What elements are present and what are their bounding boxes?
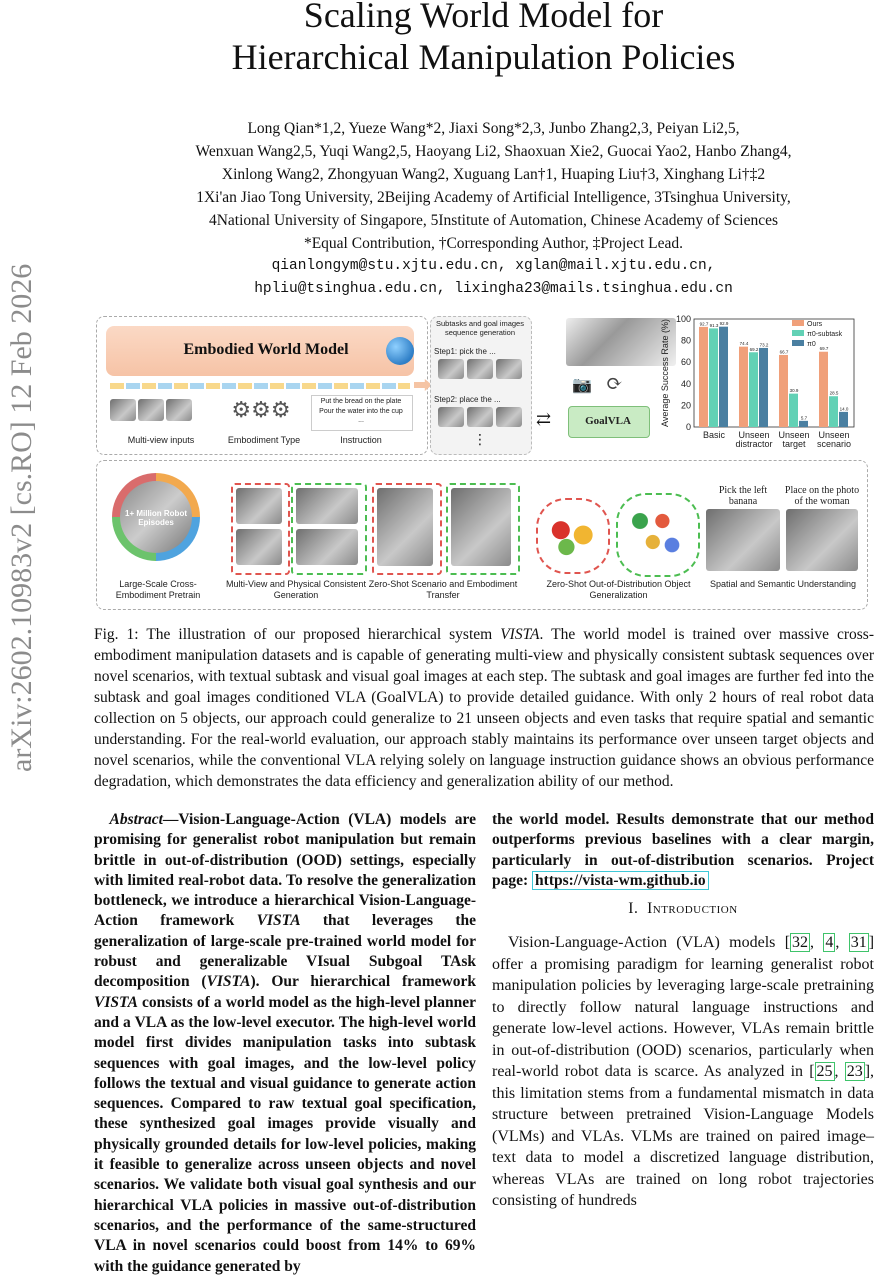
multiview-label: Multi-View and Physical Consistent Generation <box>226 579 366 600</box>
pretrain-badge: 1+ Million Robot Episodes <box>125 509 187 527</box>
pick-banana-img <box>706 509 780 571</box>
pick-banana-label: Pick the left banana <box>718 485 768 507</box>
bar-1-0 <box>709 328 718 427</box>
title-line-1: Scaling World Model for <box>303 0 664 35</box>
x-tick-label: Unseen <box>778 430 810 440</box>
globe-icon <box>386 337 414 365</box>
fruit-objects <box>544 511 600 559</box>
place-photo-label: Place on the photo of the woman <box>784 485 860 507</box>
unseen-objects <box>624 503 688 563</box>
bar-2-3 <box>839 412 848 427</box>
world-model-label: Embodied World Model <box>183 341 349 358</box>
data-label: 91.3 <box>709 322 719 328</box>
paper-title <box>90 0 877 78</box>
intro-part-c: , this limitation stems from a fundamental mismatch in data structure between pretrained Vision-Language Models (VLMs) and VLAs. VLMs are trained on paired image–text data to model a discretized language distribution, whereas VLAs are trained on long robot trajectories consisting of hundreds <box>492 1063 875 1209</box>
bar-0-3 <box>819 352 828 427</box>
title-line-2: Hierarchical Manipulation Policies <box>231 37 736 77</box>
abstract-p2: that leverages the generalization of large-scale pre-trained world model for robust and generalizable VIsual Subgoal TAsk decomposition ( <box>94 912 476 991</box>
step2-thumb-2 <box>467 407 493 427</box>
x-tick-label: Unseen <box>738 430 770 440</box>
section-title: Introduction <box>647 900 738 917</box>
project-page-link[interactable]: https://vista-wm.github.io <box>532 871 709 890</box>
abstract-vista-3: VISTA <box>94 993 138 1011</box>
caption-vista: VISTA <box>500 626 540 643</box>
y-tick-label: 0 <box>685 422 691 432</box>
bar-2-0 <box>719 327 728 427</box>
caption-prefix: Fig. 1: The illustration of our proposed hierarchical system <box>94 626 501 643</box>
x-tick-label: Basic <box>702 430 726 440</box>
data-label: 73.2 <box>759 342 769 348</box>
x-tick-label: Unseen <box>818 430 850 440</box>
legend-swatch-2 <box>792 340 804 346</box>
multi-view-thumb-2 <box>138 399 164 421</box>
step1-thumb-3 <box>496 359 522 379</box>
data-label: 5.7 <box>800 415 808 421</box>
cite-25[interactable]: 25 <box>816 1063 833 1080</box>
bar-0-0 <box>699 327 708 427</box>
abstract-continued <box>492 810 874 891</box>
step1-thumb-2 <box>467 359 493 379</box>
intro-part-b: offer a promising paradigm for learning generalist robot manipulation policies by leveraging large-scale pretraining to directly follow natural language instructions and generate low-level actions. However, VLAs remain brittle in out-of-distribution (OOD) scenarios, particularly when real-world robot data is scarce. As analyzed in <box>492 955 874 1080</box>
x-tick-label: distractor <box>735 439 773 449</box>
step2-label: Step2: place the ... <box>434 395 501 404</box>
data-label: 14.0 <box>839 406 849 412</box>
introduction-paragraph: Vision-Language-Action (VLA) models [ 32 , 4 , 31 ] offer a promising paradigm for learning generalist robot manipulation policies by leveraging large-scale pretraining to directly follow natural language instructions and generate low-level actions. However, VLAs remain brittle in out-of-distribution (OOD) scenarios, particularly when real-world robot data is scarce. As analyzed in [ 25 , 23 ], this limitation stems from a fundamental mismatch in data structure between pretrained Vision-Language Models (VLMs) and VLAs. VLMs are trained on paired image–text data to model a discretized language distribution, whereas VLAs are trained on long robot trajectories consisting of hundreds <box>492 934 875 1209</box>
multiview-img-2 <box>236 529 282 565</box>
y-tick-label: 80 <box>680 335 691 346</box>
bar-1-3 <box>829 396 838 427</box>
affiliations-line-2: 4National University of Singapore, 5Institute of Automation, Chinese Academy of Sciences <box>208 212 779 229</box>
multiview-img-3 <box>296 488 358 524</box>
abstract-p4: consists of a world model as the high-level planner and a VLA as the low-level executor. The high-level world model first divides manipulation tasks into subtask sequences with goal images, and the low-level policy follows the textual and visual guidance to generate action sequences. Compared to raw textual goal specification, these synthesized goal images provide visually and physically grounded details for low-level policies, making it feasible to generalize across unseen objects and novel scenarios. We validate both visual goal synthesis and our hierarchical VLA policies in massive out-of-distribution scenarios, and the performance of the same-structured VLA in novel scenarios could boost from 14% to 69% with the guidance generated by <box>94 993 476 1275</box>
legend-label: π0-subtask <box>807 331 843 338</box>
data-label: 92.9 <box>719 321 729 327</box>
data-label: 92.7 <box>699 321 709 327</box>
y-tick-label: 40 <box>680 378 691 389</box>
legend-swatch-1 <box>792 330 804 336</box>
x-tick-label: scenario <box>816 439 852 449</box>
bar-0-1 <box>739 347 748 427</box>
y-axis-label: Average Success Rate (%) <box>660 319 670 427</box>
instruction-text-1: Put the bread on the plate <box>320 398 402 405</box>
data-label: 74.4 <box>739 341 749 347</box>
caption-text: . The world model is trained over massive cross-embodiment manipulation datasets and is capable of generating multi-view and physically consistent subtask sequences over novel scenarios, with textual subtask and visual goal images at each step. The subtask and goal images are further fed into the subtask and goal images conditioned VLA (GoalVLA) to provide detailed guidance. With only 2 hours of real robot data collection on 5 objects, our approach could generalize to 21 unseen objects and even tasks that require spatial and semantic understanding. For the real-world evaluation, our approach stably maintains its performance over unseen target objects and novel scenarios, while the conventional VLA relying solely on language instruction guidance shows an obvious performance degradation, which demonstrates the data efficiency and generalization ability of our method. <box>94 626 875 790</box>
arxiv-sidebar-id: arXiv:2602.10983v2 [cs.RO] 12 Feb 2026 <box>5 263 38 772</box>
bar-1-1 <box>749 352 758 427</box>
figure-1 <box>96 313 866 610</box>
cite-32[interactable]: 32 <box>792 934 809 951</box>
subtasks-header: Subtasks and goal images sequence generation <box>436 319 524 337</box>
success-rate-chart <box>656 313 866 458</box>
data-label: 69.7 <box>819 346 829 352</box>
cite-4[interactable]: 4 <box>825 934 834 951</box>
abstract-vista-1: VISTA <box>256 912 301 930</box>
multi-view-inputs-label: Multi-view inputs <box>127 435 195 445</box>
legend-label: Ours <box>807 321 823 328</box>
robot-icon-row: ⚙⚙⚙ <box>231 397 291 422</box>
authors-line-2: Wenxuan Wang2,5, Yuqi Wang2,5, Haoyang Li2, Shaoxuan Xie2, Guocai Yao2, Hanbo Zhang4, <box>195 143 792 160</box>
emails-line-1: qianlongym@stu.xjtu.edu.cn, xglan@mail.xjtu.edu.cn, <box>271 258 716 274</box>
zeroshot-img-1 <box>377 488 433 566</box>
robot-arm-icon: ⟳ <box>606 373 623 395</box>
data-label: 28.5 <box>829 390 839 396</box>
legend-label: π0 <box>807 341 816 348</box>
figure-caption <box>94 624 874 792</box>
vertical-ellipsis: ⋮ <box>473 431 487 447</box>
abstract-p1: —Vision-Language-Action (VLA) models are promising for generalist robot manipulation but remain brittle in out-of-distribution (OOD) settings, especially with limited real-robot data. To resolve the generalization bottleneck, we introduce a hierarchical Vision-Language-Action framework <box>94 811 476 930</box>
step1-label: Step1: pick the ... <box>434 347 496 356</box>
data-label: 30.9 <box>789 388 799 394</box>
y-tick-label: 20 <box>680 400 691 411</box>
data-label: 69.2 <box>749 346 759 352</box>
x-tick-label: target <box>782 439 806 449</box>
multi-view-thumb-1 <box>110 399 136 421</box>
place-photo-img <box>786 509 858 571</box>
section-heading <box>492 900 874 918</box>
step2-thumb-1 <box>438 407 464 427</box>
abstract-p3: ). Our hierarchical framework <box>250 973 476 991</box>
cite-31[interactable]: 31 <box>850 934 867 951</box>
instruction-label: Instruction <box>340 435 382 445</box>
bar-2-2 <box>799 421 808 427</box>
instruction-text-2: Pour the water into the cup <box>319 408 403 415</box>
author-block <box>100 117 877 301</box>
token-strip <box>110 383 410 389</box>
legend-swatch-0 <box>792 320 804 326</box>
multiview-img-4 <box>296 529 358 565</box>
affiliations-line-1: 1Xi'an Jiao Tong University, 2Beijing Academy of Artificial Intelligence, 3Tsinghua University, <box>196 189 791 206</box>
intro-part-a: Vision-Language-Action (VLA) models <box>508 934 785 951</box>
ood-label: Zero-Shot Out-of-Distribution Object Generalization <box>546 579 691 600</box>
authors-line-1: Long Qian*1,2, Yueze Wang*2, Jiaxi Song*2,3, Junbo Zhang2,3, Peiyan Li2,5, <box>247 120 740 137</box>
abstract-right-text: the world model. Results demonstrate that our method outperforms previous baselines with a clear margin, particularly in out-of-distribution scenarios. Project page: <box>492 811 874 889</box>
section-number: I. <box>628 900 639 917</box>
emails-line-2: hpliu@tsinghua.edu.cn, lixingha23@mails.tsinghua.edu.cn <box>254 281 733 297</box>
bar-1-2 <box>789 394 798 427</box>
abstract <box>94 810 476 1277</box>
authors-line-3: Xinlong Wang2, Zhongyuan Wang2, Xuguang Lan†1, Huaping Liu†3, Xinghang Li†‡2 <box>221 166 766 183</box>
bar-0-2 <box>779 355 788 427</box>
bar-2-1 <box>759 348 768 427</box>
abstract-vista-2: VISTA <box>206 973 251 991</box>
goalvla-label: GoalVLA <box>585 415 631 427</box>
contribution-note: *Equal Contribution, †Corresponding Author, ‡Project Lead. <box>303 235 684 252</box>
y-tick-label: 100 <box>675 314 691 324</box>
multiview-img-1 <box>236 488 282 524</box>
cite-23[interactable]: 23 <box>846 1063 863 1080</box>
embodiment-type-label: Embodiment Type <box>227 435 301 445</box>
step1-thumb-1 <box>438 359 464 379</box>
pretrain-label: Large-Scale Cross-Embodiment Pretrain <box>115 579 201 600</box>
cycle-arrows-icon: ⇄ <box>536 409 552 429</box>
multi-view-thumb-3 <box>166 399 192 421</box>
zeroshot-img-2 <box>451 488 511 566</box>
step2-thumb-3 <box>496 407 522 427</box>
abstract-label: Abstract <box>109 811 163 828</box>
data-label: 66.7 <box>779 349 789 355</box>
instruction-dots: ... <box>358 417 364 424</box>
camera-icon: 📷 <box>572 377 592 394</box>
spatial-label: Spatial and Semantic Understanding <box>709 579 857 589</box>
y-tick-label: 60 <box>680 357 691 368</box>
zeroshot-label: Zero-Shot Scenario and Embodiment Transfer <box>368 579 518 600</box>
